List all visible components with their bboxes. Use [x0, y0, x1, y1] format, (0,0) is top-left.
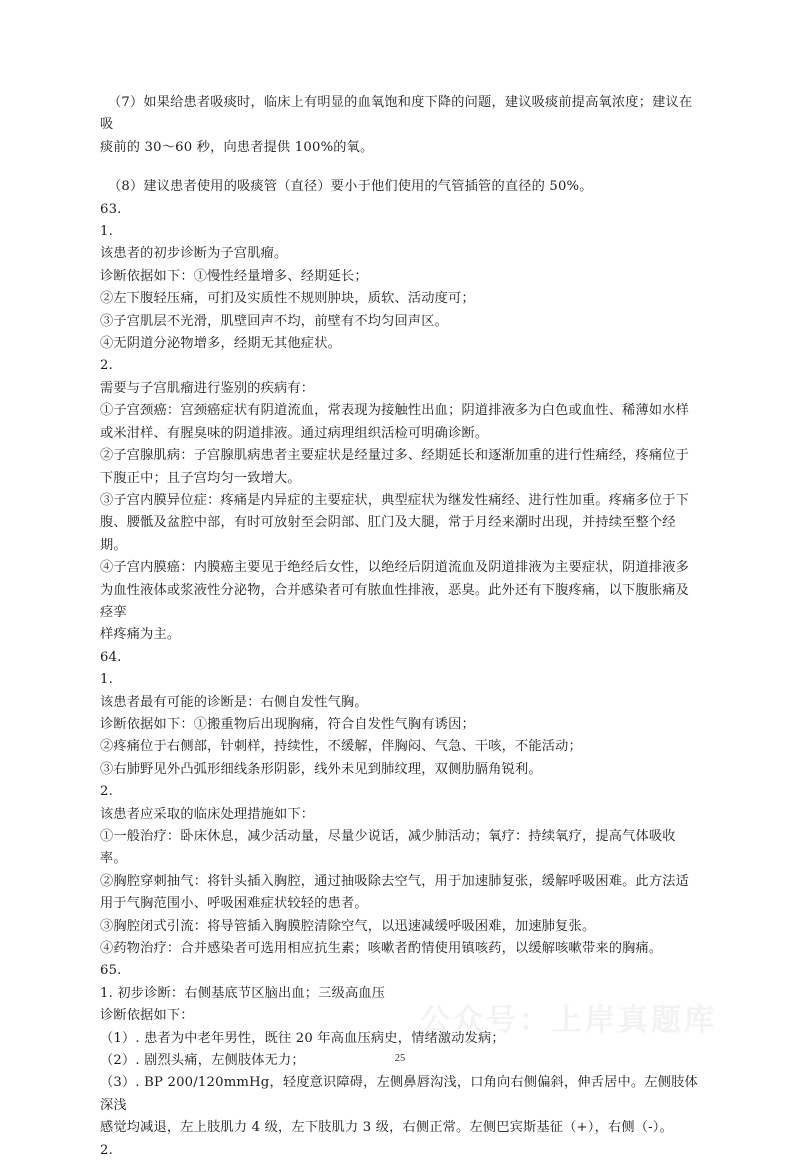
text-line: （8）建议患者使用的吸痰管（直径）要小于他们使用的气管插管的直径的 50%。	[108, 179, 593, 195]
text-line: （7）如果给患者吸痰时，临床上有明显的血氧饱和度下降的问题，建议吸痰前提高氧浓度；建议在吸	[100, 95, 693, 133]
page-number: 25	[394, 1053, 406, 1064]
text-line: ①一般治疗：卧床休息，减少活动量，尽量少说话，减少肺活动；氧疗：持续氧疗，提高气体吸收率。	[100, 829, 676, 867]
text-line: 痰前的 30～60 秒，向患者提供 100%的氧。	[100, 139, 374, 155]
text-line: 腹、腰骶及盆腔中部，有时可放射至会阴部、肛门及大腿，常于月经来潮时出现，并持续至整个经期。	[100, 515, 676, 553]
text-line: 诊断依据如下：①搬重物后出现胸痛，符合自发性气胸有诱因；	[100, 716, 475, 732]
text-line: 该患者最有可能的诊断是：右侧自发性气胸。	[100, 694, 368, 710]
text-line: 诊断依据如下：①慢性经量增多、经期延长；	[100, 268, 368, 284]
text-line: （2）. 剧烈头痛，左侧肢体无力；	[100, 1053, 305, 1069]
text-line: 或米泔样、有腥臭味的阴道排液。通过病理组织活检可明确诊断。	[100, 425, 489, 441]
text-line: 感觉均减退，左上肢肌力 4 级，左下肢肌力 3 级，右侧正常。左侧巴宾斯基征（+），右侧（-）。	[100, 1120, 673, 1136]
text-line: 该患者应采取的临床处理措施如下：	[100, 806, 315, 822]
text-line: 2.	[100, 784, 113, 800]
text-line: 为血性液体或浆液性分泌物，合并感染者可有脓血性排液，恶臭。此外还有下腹疼痛，以下腹胀痛及痉挛	[100, 582, 690, 620]
text-line: ④子宫内膜癌：内膜癌主要见于绝经后女性，以绝经后阴道流血及阴道排液为主要症状，阴道排液多	[100, 560, 690, 576]
text-line: 64.	[100, 649, 122, 665]
text-line: ②左下腹轻压痛，可扪及实质性不规则肿块，质软、活动度可；	[100, 291, 475, 307]
text-line: ①子宫颈癌：宫颈癌症状有阴道流血，常表现为接触性出血；阴道排液多为白色或血性、稀薄如水样	[100, 403, 690, 419]
text-line: 2.	[100, 358, 113, 374]
text-line: 2.	[100, 1142, 113, 1158]
text-line: 1. 初步诊断：右侧基底节区脑出血；三级高血压	[100, 985, 386, 1001]
text-line: 63.	[100, 201, 122, 217]
text-line: ④药物治疗：合并感染者可选用相应抗生素；咳嗽者酌情使用镇咳药，以缓解咳嗽带来的胸痛。	[100, 941, 663, 957]
watermark: 公众号：上岸真题库	[420, 1003, 717, 1038]
text-line: ③子宫内膜异位症：疼痛是内异症的主要症状，典型症状为继发性痛经、进行性加重。疼痛多位于下	[100, 492, 690, 508]
text-line: 65.	[100, 963, 122, 979]
text-line: 1.	[100, 672, 113, 688]
text-line: 该患者的初步诊断为子宫肌瘤。	[100, 246, 288, 262]
text-line: ②子宫腺肌病：子宫腺肌病患者主要症状是经量过多、经期延长和逐渐加重的进行性痛经，疼痛位于	[100, 448, 690, 464]
text-line: 样疼痛为主。	[100, 627, 181, 643]
text-line: ③右肺野见外凸弧形细线条形阴影，线外未见到肺纹理，双侧肋膈角锐利。	[100, 761, 542, 777]
text-line: 下腹正中；且子宫均匀一致增大。	[100, 470, 301, 486]
text-line: （3）. BP 200/120mmHg，轻度意识障碍，左侧鼻唇沟浅，口角向右侧偏斜，伸舌居中。左侧肢体深浅	[100, 1075, 698, 1113]
text-line: ④无阴道分泌物增多，经期无其他症状。	[100, 336, 341, 352]
text-line: ②胸腔穿刺抽气：将针头插入胸腔，通过抽吸除去空气，用于加速肺复张，缓解呼吸困难。此方法适	[100, 873, 690, 889]
text-line: ②疼痛位于右侧部，针刺样，持续性，不缓解，伴胸闷、气急、干咳，不能活动；	[100, 739, 582, 755]
text-line: 1.	[100, 224, 113, 240]
text-line: 诊断依据如下：	[100, 1008, 194, 1024]
text-line: 需要与子宫肌瘤进行鉴别的疾病有：	[100, 380, 315, 396]
paragraph-gap	[100, 159, 700, 176]
text-line: ③子宫肌层不光滑，肌壁回声不均，前壁有不均匀回声区。	[100, 313, 449, 329]
text-line: （1）. 患者为中老年男性，既往 20 年高血压病史，情绪激动发病；	[100, 1030, 505, 1046]
text-line: 用于气胸范围小、呼吸困难症状较轻的患者。	[100, 896, 368, 912]
text-line: ③胸腔闭式引流：将导管插入胸膜腔清除空气，以迅速减缓呼吸困难，加速肺复张。	[100, 918, 596, 934]
